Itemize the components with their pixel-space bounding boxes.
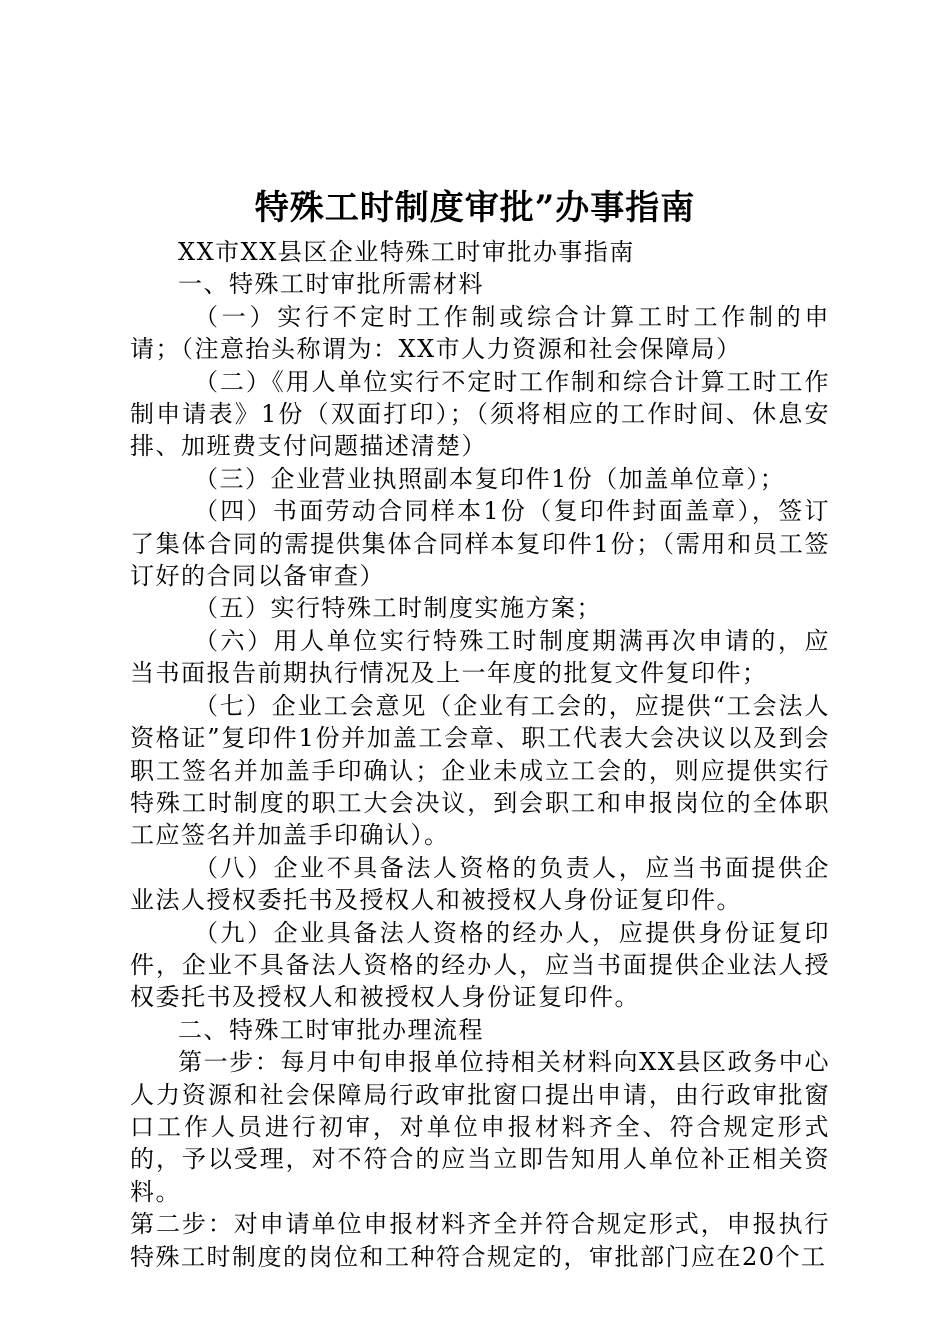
paragraph-step-2: 第二步：对申请单位申报材料齐全并符合规定形式，申报执行特殊工时制度的岗位和工种符合规定的，审批部门应在20个工 xyxy=(130,1210,830,1271)
paragraph-item-4: （四）书面劳动合同样本1份（复印件封面盖章），签订了集体合同的需提供集体合同样本复印件1份；（需用和员工签订好的合同以备审查） xyxy=(130,497,830,591)
section-heading-materials: 一、特殊工时审批所需材料 xyxy=(178,270,484,299)
paragraph-step-1: 第一步：每月中旬申报单位持相关材料向XX县区政务中心人力资源和社会保障局行政审批窗口提出申请，由行政审批窗口工作人员进行初审，对单位申报材料齐全、符合规定形式的，予以受理，对不符合的应当立即告知用人单位补正相关资料。 xyxy=(130,1048,830,1206)
paragraph-item-7: （七）企业工会意见（企业有工会的，应提供“工会法人资格证”复印件1份并加盖工会章、职工代表大会决议以及到会职工签名并加盖手印确认；企业未成立工会的，则应提供实行特殊工时制度的职工大会决议，到会职工和申报岗位的全体职工应签名并加盖手印确认）。 xyxy=(130,691,830,850)
document-title: 特殊工时制度审批”办事指南 xyxy=(254,188,696,228)
document-body xyxy=(130,236,830,1273)
paragraph-item-1: （一）实行不定时工作制或综合计算工时工作制的申请；（注意抬头称谓为：XX市人力资源和社会保障局） xyxy=(130,302,830,364)
paragraph-item-6: （六）用人单位实行特殊工时制度期满再次申请的，应当书面报告前期执行情况及上一年度的批复文件复印件； xyxy=(130,626,830,688)
paragraph-item-8: （八）企业不具备法人资格的负责人，应当书面提供企业法人授权委托书及授权人和被授权人身份证复印件。 xyxy=(130,853,830,915)
paragraph-item-5: （五）实行特殊工时制度实施方案； xyxy=(194,594,602,623)
section-heading-process: 二、特殊工时审批办理流程 xyxy=(178,1015,484,1044)
paragraph-item-9: （九）企业具备法人资格的经办人，应提供身份证复印件，企业不具备法人资格的经办人，应当书面提供企业法人授权委托书及授权人和被授权人身份证复印件。 xyxy=(130,918,830,1012)
paragraph-item-2: （二）《用人单位实行不定时工作制和综合计算工时工作制申请表》1份（双面打印）；（须将相应的工作时间、休息安排、加班费支付问题描述清楚） xyxy=(130,367,830,461)
paragraph-subtitle: XX市XX县区企业特殊工时审批办事指南 xyxy=(178,238,635,266)
paragraph-item-3: （三）企业营业执照副本复印件1份（加盖单位章）； xyxy=(194,464,786,493)
